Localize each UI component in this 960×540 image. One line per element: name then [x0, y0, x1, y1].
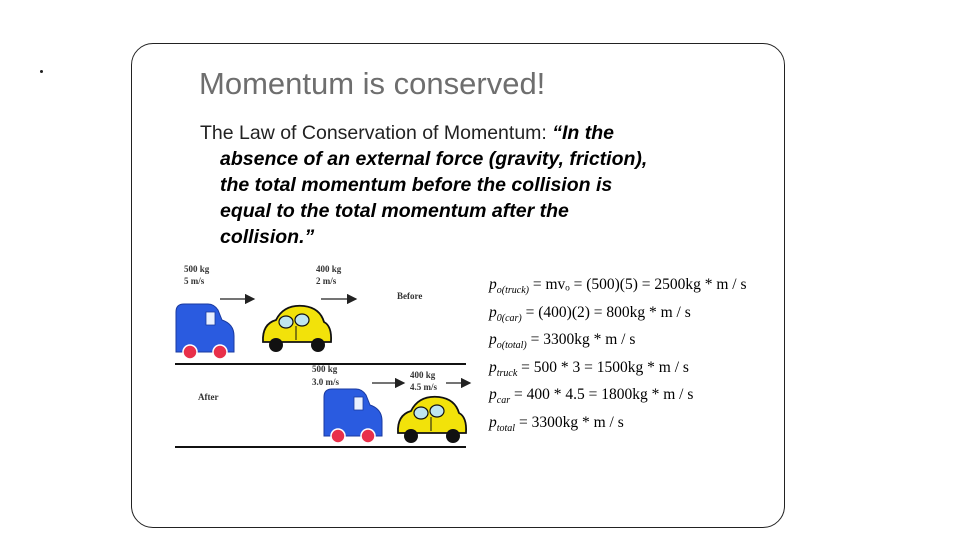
car-after-icon: [398, 397, 466, 443]
law-line-3: the total momentum before the collision is: [220, 174, 613, 196]
equation-row: $p_{total} = 3300kg * m / s$: [489, 413, 624, 434]
car-before-icon: [263, 306, 331, 352]
truck-before-speed: 5 m/s: [184, 276, 205, 286]
equation-row: $p_{0(car)} = (400)(2) = 800kg * m / s$: [489, 303, 691, 324]
law-prefix: The Law of Conservation of Momentum:: [200, 122, 553, 144]
before-label: Before: [397, 291, 423, 301]
car-after-mass: 400 kg: [410, 370, 436, 380]
truck-after-mass: 500 kg: [312, 364, 338, 374]
equation-row: $p_{o(truck)} = mv_o = (500)(5) = 2500kg * m / s$: [489, 276, 747, 297]
car-after-speed: 4.5 m/s: [410, 382, 437, 392]
equation-row: $p_{o(total)} = 3300kg * m / s$: [489, 331, 636, 352]
equation-row: $p_{truck} = 500 * 3 = 1500kg * m / s$: [489, 358, 689, 379]
law-quote-start: “In the: [552, 122, 614, 144]
car-before-speed: 2 m/s: [316, 276, 337, 286]
law-line-5: collision.”: [220, 226, 315, 248]
truck-after-speed: 3.0 m/s: [312, 377, 339, 387]
law-line-4: equal to the total momentum after the: [220, 200, 569, 222]
slide-title: Momentum is conserved!: [199, 66, 546, 101]
truck-before-icon: [176, 304, 234, 359]
car-before-mass: 400 kg: [316, 264, 342, 274]
momentum-equations: [489, 276, 747, 441]
law-line-2: absence of an external force (gravity, friction),: [220, 148, 648, 170]
equation-row: $p_{car} = 400 * 4.5 = 1800kg * m / s$: [489, 386, 694, 407]
truck-after-icon: [324, 389, 382, 443]
truck-before-mass: 500 kg: [184, 264, 210, 274]
after-label: After: [198, 392, 219, 402]
